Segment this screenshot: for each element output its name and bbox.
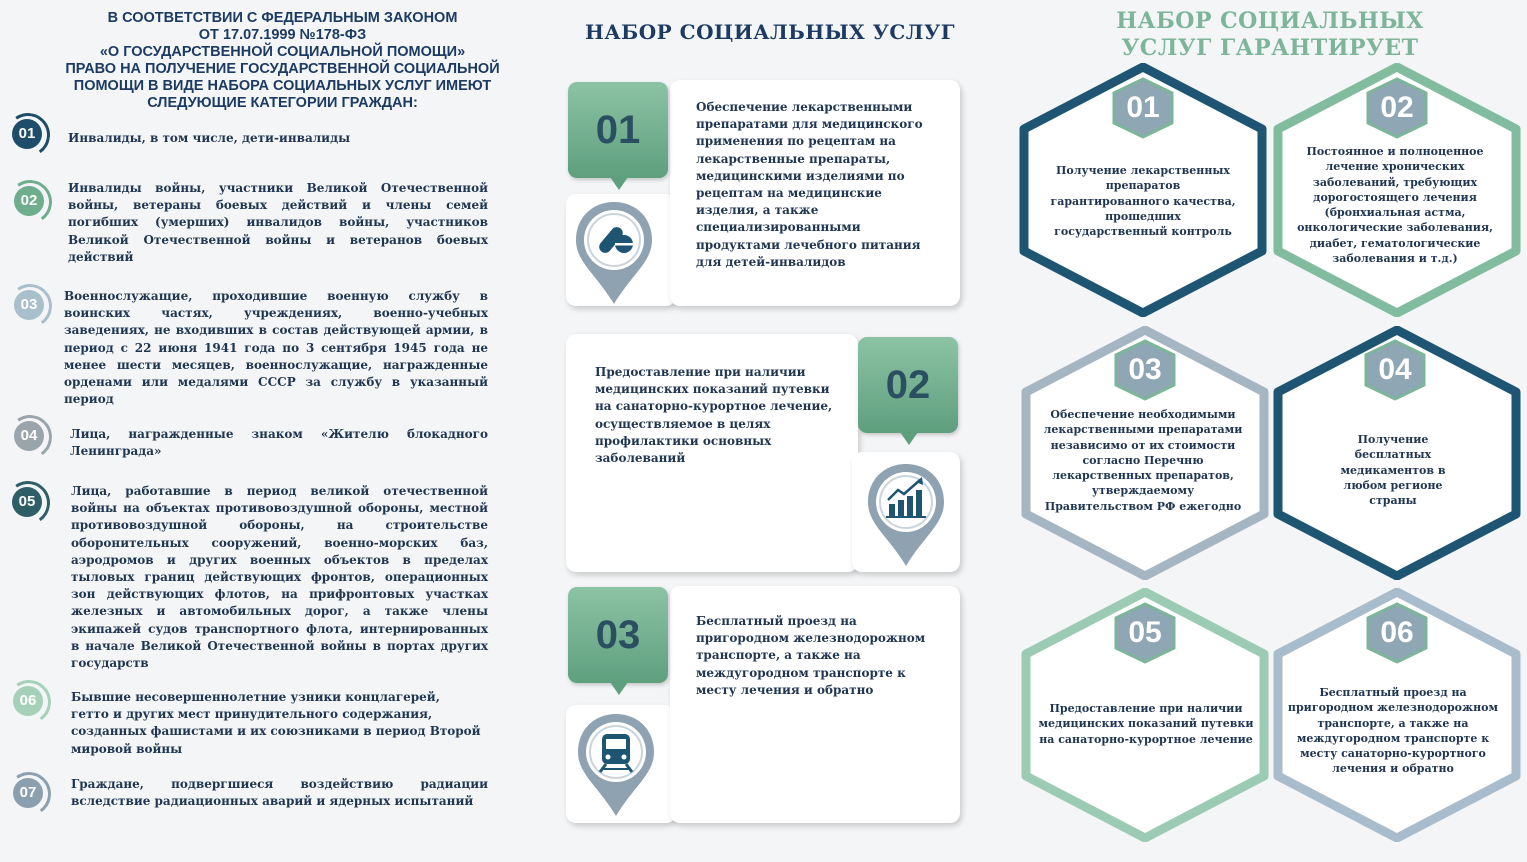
category-text: Лица, работавшие в период великой отечественной войны на объектах противовоздушной обороны, местной противовоздушной обороны, на строительстве оборонительных сооружений, военно-морских баз, аэродромов и других военных объектов в пределах тыловых границ действующих фронтов, операционных зон действующих флотов, на прифронтовых участках железных и автомобильных дорог, а также члены экипажей судов транспортного флота, интернированных в начале Великой Отечественной войны в портах других государств [71,484,488,671]
category-text: Граждане, подвергшиеся воздействию радиации вследствие радиационных аварий и ядерных испытаний [71,777,488,809]
left-header [60,10,505,112]
service-number: 02 [858,337,958,433]
category-number: 02 [14,186,44,216]
header-line: «О ГОСУДАРСТВЕННОЙ СОЦИАЛЬНОЙ ПОМОЩИ» [99,44,466,60]
header-line: ПРАВО НА ПОЛУЧЕНИЕ ГОСУДАРСТВЕННОЙ СОЦИАЛЬНОЙ [65,61,500,77]
category-text: Военнослужащие, проходившие военную службу в воинских частях, учреждениях, военно-учебных заведениях, не входивших в состав действующей армии, в период с 22 июня 1941 года по 3 сентября 1945 года не менее шести месяцев, военнослужащие, награжденные орденами или медалями СССР за службу в указанный период [64,289,488,407]
category-text: Инвалиды, в том числе, дети-инвалиды [68,131,351,145]
guarantee-number: 04 [1378,353,1412,386]
category-number: 03 [14,290,44,320]
category-number: 06 [13,686,43,716]
header-line: ОТ 17.07.1999 №178-ФЗ [198,27,367,43]
guarantee-text: Получение бесплатных медикаментов в любом регионе страны [1340,433,1446,508]
service-text: Бесплатный проезд на пригородном железнодорожном транспорте, а также на междугородном транспорте к месту лечения и обратно [696,614,926,697]
guarantees-title-line: НАБОР СОЦИАЛЬНЫХ [1116,8,1424,34]
pills-icon [574,198,654,308]
guarantee-text: Предоставление при наличии медицинских показаний путевки на санаторно-курортное лечение [1038,702,1254,746]
guarantees-title [1080,8,1460,62]
header-line: СЛЕДУЮЩИЕ КАТЕГОРИИ ГРАЖДАН: [147,95,418,111]
category-number: 05 [12,487,42,517]
service-number: 03 [568,587,668,683]
guarantee-text: Постоянное и полноценное лечение хронических заболеваний, требующих дорогостоящего лечения (бронхиальная астма, онкологические заболевания, диабет, гематологические заболевания и т.д.) [1297,145,1493,266]
guarantee-number: 05 [1128,616,1162,649]
guarantees-title-line: УСЛУГ ГАРАНТИРУЕТ [1121,35,1419,61]
guarantee-text: Обеспечение необходимыми лекарственными препаратами независимо от их стоимости согласно Перечню лекарственных препаратов, утверждаемому Правительством РФ ежегодно [1043,408,1243,513]
growth-chart-icon [866,460,946,570]
guarantee-number: 03 [1128,353,1162,386]
guarantee-number: 06 [1380,616,1414,649]
category-text: Бывшие несовершеннолетние узники концлагерей, гетто и других мест принудительного содержания, созданных фашистами и их союзниками в период Второй мировой войны [71,690,481,756]
train-icon [576,710,656,820]
guarantee-number: 01 [1126,91,1160,124]
category-text: Лица, награжденные знаком «Жителю блокадного Ленинграда» [70,427,488,459]
service-text: Предоставление при наличии медицинских показаний путевки на санаторно-курортное лечение, осуществляемое в целях профилактики основных заболеваний [595,365,833,466]
services-title: НАБОР СОЦИАЛЬНЫХ УСЛУГ [584,20,956,44]
guarantee-text: Бесплатный проезд на пригородном железнодорожном транспорте, а также на междугородном транспорте к месту санаторно-курортного лечения и обратно [1287,686,1499,776]
category-number: 07 [13,778,43,808]
guarantee-text: Получение лекарственных препаратов гарантированного качества, прошедших государственный контроль [1050,164,1236,239]
guarantee-number: 02 [1380,91,1414,124]
category-number: 01 [12,119,42,149]
service-text: Обеспечение лекарственными препаратами для медицинского применения по рецептам на лекарственные препараты, медицинскими изделиями по рецептам на медицинские изделия, а также специализированными продуктами лечебного питания для детей-инвалидов [696,100,923,269]
header-line: В СООТВЕТСТВИИ С ФЕДЕРАЛЬНЫМ ЗАКОНОМ [107,10,458,26]
header-line: ПОМОЩИ В ВИДЕ НАБОРА СОЦИАЛЬНЫХ УСЛУГ ИМЕЮТ [73,78,492,94]
category-text: Инвалиды войны, участники Великой Отечественной войны, ветераны боевых действий и члены семей погибших (умерших) инвалидов войны, участников Великой Отечественной войны и ветеранов боевых действий [68,181,488,264]
category-number: 04 [14,421,44,451]
service-number: 01 [568,82,668,178]
